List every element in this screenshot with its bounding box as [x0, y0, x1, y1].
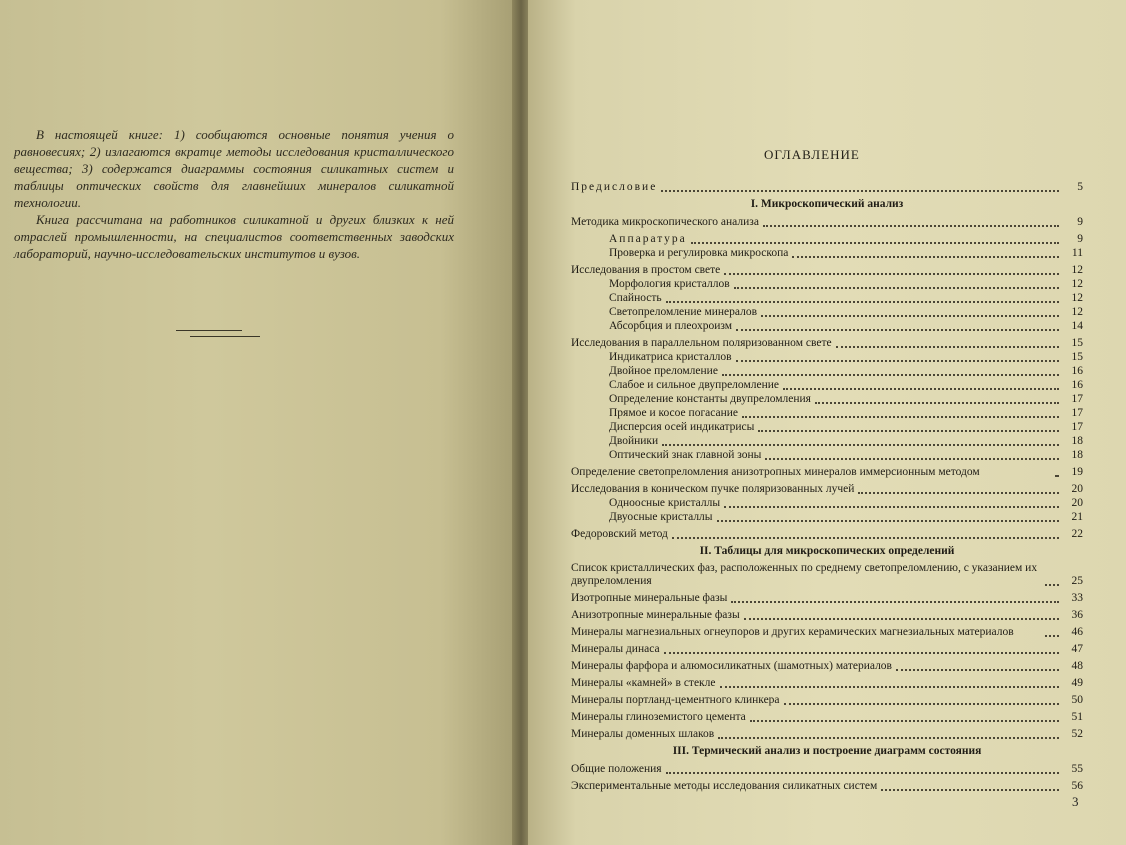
toc-entry: [571, 305, 1083, 319]
leader-dots: [717, 510, 1059, 522]
toc-entry-title: Минералы глиноземистого цемента: [571, 710, 746, 723]
toc-entry: [571, 659, 1083, 673]
leader-dots: [661, 180, 1059, 192]
toc-entry-title: Общие положения: [571, 762, 662, 775]
toc-entry: [571, 336, 1083, 350]
left-page: [0, 0, 518, 845]
leader-dots: [1055, 465, 1059, 477]
abstract-paragraph: В настоящей книге: 1) сообщаются основные понятия учения о равновесиях; 2) излагаются вкратце методы исследования кристаллического вещества; 3) содержатся диаграммы состояния силикатных систем и таблицы оптических свойств для главнейших минералов силикатной технологии.: [14, 127, 454, 210]
toc-entry: [571, 263, 1083, 277]
toc-entry-title: Предисловие: [571, 181, 658, 194]
toc-entry-page: 9: [1077, 233, 1083, 246]
toc-entry: [571, 642, 1083, 656]
leader-dots: [662, 434, 1059, 446]
toc-entry: [571, 625, 1083, 639]
toc-entry-page: 46: [1071, 625, 1083, 638]
toc-entry-title: Минералы магнезиальных огнеупоров и других керамических магнезиальных материалов: [571, 625, 1014, 638]
toc-entry-page: 22: [1071, 528, 1083, 541]
toc-entry-page: 12: [1071, 264, 1083, 277]
toc-entry-page: 15: [1071, 337, 1083, 350]
toc-entry-page: 17: [1071, 393, 1083, 406]
toc-entry: [571, 319, 1083, 333]
leader-dots: [664, 642, 1059, 654]
part-heading: I. Микроскопический анализ: [750, 198, 904, 210]
toc-entry-title: Двойное преломление: [609, 365, 718, 378]
leader-dots: [1045, 625, 1059, 637]
toc-entry-title: Определение константы двупреломления: [609, 393, 811, 406]
table-of-contents: [571, 180, 1083, 793]
toc-entry-title: Исследования в простом свете: [571, 264, 721, 277]
toc-entry-title: Одноосные кристаллы: [609, 497, 721, 510]
toc-entry-page: 47: [1071, 642, 1083, 655]
toc-entry: [571, 465, 1083, 479]
toc-entry-page: 16: [1071, 365, 1083, 378]
toc-entry-page: 16: [1071, 379, 1083, 392]
toc-entry-page: 21: [1071, 511, 1083, 524]
abstract-paragraph: Книга рассчитана на работников силикатной и других близких к ней отраслей промышленности, на специалистов соответственных заводских лабораторий, научно-исследовательских институтов и вузов.: [14, 212, 454, 261]
leader-dots: [718, 727, 1059, 739]
toc-entry-title: Двойники: [609, 435, 659, 448]
toc-entry-page: 55: [1071, 762, 1083, 775]
toc-entry-page: 5: [1077, 181, 1083, 194]
toc-entry-title: Абсорбция и плеохроизм: [609, 320, 733, 333]
toc-entry-title: Слабое и сильное двупреломление: [609, 379, 779, 392]
divider-rule: [190, 336, 260, 337]
toc-entry-title: Список кристаллических фаз, расположенных по среднему светопреломлению, с указанием их двупреломления: [571, 562, 1038, 587]
toc-entry-page: 17: [1071, 407, 1083, 420]
leader-dots: [734, 277, 1059, 289]
leader-dots: [736, 319, 1059, 331]
toc-entry-page: 20: [1071, 483, 1083, 496]
leader-dots: [765, 448, 1059, 460]
toc-entry: [571, 434, 1083, 448]
part-heading: II. Таблицы для микроскопических определений: [699, 545, 955, 557]
leader-dots: [881, 779, 1059, 791]
toc-entry: [571, 277, 1083, 291]
toc-entry-page: 33: [1071, 591, 1083, 604]
toc-entry-page: 11: [1071, 247, 1083, 260]
toc-entry: [571, 482, 1083, 496]
leader-dots: [758, 420, 1059, 432]
toc-entry: [571, 496, 1083, 510]
toc-entry-page: 50: [1071, 693, 1083, 706]
leader-dots: [744, 608, 1059, 620]
toc-entry-title: Минералы фарфора и алюмосиликатных (шамотных) материалов: [571, 659, 892, 672]
toc-entry: [571, 510, 1083, 524]
toc-entry-preface: [571, 180, 1083, 194]
toc-entry-page: 48: [1071, 659, 1083, 672]
page-number: 3: [1072, 794, 1079, 809]
toc-entry-title: Анизотропные минеральные фазы: [571, 608, 740, 621]
toc-entry: [571, 291, 1083, 305]
toc-entry-page: 52: [1071, 727, 1083, 740]
toc-entry-page: 9: [1077, 216, 1083, 229]
leader-dots: [731, 591, 1059, 603]
toc-entry-title: Спайность: [609, 292, 662, 305]
toc-entry: [571, 608, 1083, 622]
toc-entry-title: Минералы портланд-цементного клинкера: [571, 693, 780, 706]
divider-rule: [176, 330, 242, 331]
leader-dots: [666, 762, 1059, 774]
toc-entry-title: Исследования в параллельном поляризованном свете: [571, 337, 832, 350]
toc-entry: [571, 420, 1083, 434]
toc-entry-page: 49: [1071, 676, 1083, 689]
toc-entry: [571, 562, 1083, 588]
toc-entry-title: Дисперсия осей индикатрисы: [609, 421, 755, 434]
leader-dots: [763, 215, 1059, 227]
toc-entry-page: 25: [1071, 574, 1083, 587]
toc-entry: [571, 710, 1083, 724]
toc-entry-title: Минералы «камней» в стекле: [571, 676, 716, 689]
toc-entry: [571, 693, 1083, 707]
leader-dots: [783, 378, 1059, 390]
toc-entry-page: 14: [1071, 320, 1083, 333]
leader-dots: [836, 336, 1059, 348]
toc-entry-page: 18: [1071, 435, 1083, 448]
toc-entry-title: Методика микроскопического анализа: [571, 216, 759, 229]
toc-entry-page: 15: [1071, 351, 1083, 364]
toc-entry: [571, 364, 1083, 378]
leader-dots: [784, 693, 1059, 705]
leader-dots: [750, 710, 1059, 722]
toc-entry-title: Оптический знак главной зоны: [609, 449, 762, 462]
leader-dots: [896, 659, 1059, 671]
leader-dots: [724, 496, 1059, 508]
toc-entry: [571, 676, 1083, 690]
leader-dots: [858, 482, 1059, 494]
toc-entry-page: 56: [1071, 779, 1083, 792]
leader-dots: [722, 364, 1059, 376]
toc-entry-page: 12: [1071, 292, 1083, 305]
leader-dots: [720, 676, 1060, 688]
toc-entry-page: 12: [1071, 278, 1083, 291]
leader-dots: [1045, 574, 1059, 586]
toc-entry-title: Минералы доменных шлаков: [571, 727, 715, 740]
toc-entry-title: Аппаратура: [609, 233, 687, 246]
toc-entry: [571, 406, 1083, 420]
toc-entry-page: 51: [1071, 710, 1083, 723]
toc-title: ОГЛАВЛЕНИЕ: [764, 147, 860, 162]
toc-entry-page: 20: [1071, 497, 1083, 510]
leader-dots: [761, 305, 1059, 317]
toc-entry-title: Определение светопреломления анизотропных минералов иммерсионным методом: [571, 466, 980, 479]
leader-dots: [742, 406, 1059, 418]
toc-entry: [571, 527, 1083, 541]
toc-entry: [571, 448, 1083, 462]
leader-dots: [724, 263, 1059, 275]
toc-entry-title: Морфология кристаллов: [609, 278, 730, 291]
leader-dots: [736, 350, 1059, 362]
toc-entry-title: Изотропные минеральные фазы: [571, 591, 728, 604]
book-abstract: [14, 126, 454, 262]
toc-entry: [571, 392, 1083, 406]
toc-entry-title: Светопреломление минералов: [609, 306, 758, 319]
toc-entry-page: 12: [1071, 306, 1083, 319]
leader-dots: [815, 392, 1059, 404]
toc-entry: [571, 762, 1083, 776]
toc-entry-title: Прямое и косое погасание: [609, 407, 739, 420]
toc-entry: [571, 378, 1083, 392]
toc-entry: [571, 246, 1083, 260]
toc-entry-title: Минералы динаса: [571, 642, 660, 655]
toc-entry-title: Проверка и регулировка микроскопа: [609, 247, 789, 260]
toc-entry-page: 36: [1071, 608, 1083, 621]
toc-entry: [571, 727, 1083, 741]
part-heading: III. Термический анализ и построение диаграмм состояния: [672, 744, 982, 757]
toc-entry: [571, 232, 1083, 246]
leader-dots: [691, 232, 1059, 244]
toc-entry: [571, 350, 1083, 364]
toc-entry-title: Двуосные кристаллы: [609, 511, 713, 524]
toc-entry-page: 17: [1071, 421, 1083, 434]
toc-entry-title: Экспериментальные методы исследования силикатных систем: [571, 779, 878, 792]
toc-entry: [571, 591, 1083, 605]
toc-entry: [571, 779, 1083, 793]
toc-entry-page: 18: [1071, 449, 1083, 462]
leader-dots: [666, 291, 1059, 303]
toc-entry-title: Федоровский метод: [571, 528, 668, 541]
toc-entry-page: 19: [1071, 466, 1083, 479]
toc-entry-title: Исследования в коническом пучке поляризованных лучей: [571, 483, 855, 496]
toc-entry: [571, 215, 1083, 229]
toc-entry-title: Индикатриса кристаллов: [609, 351, 732, 364]
leader-dots: [672, 527, 1059, 539]
leader-dots: [792, 246, 1059, 258]
